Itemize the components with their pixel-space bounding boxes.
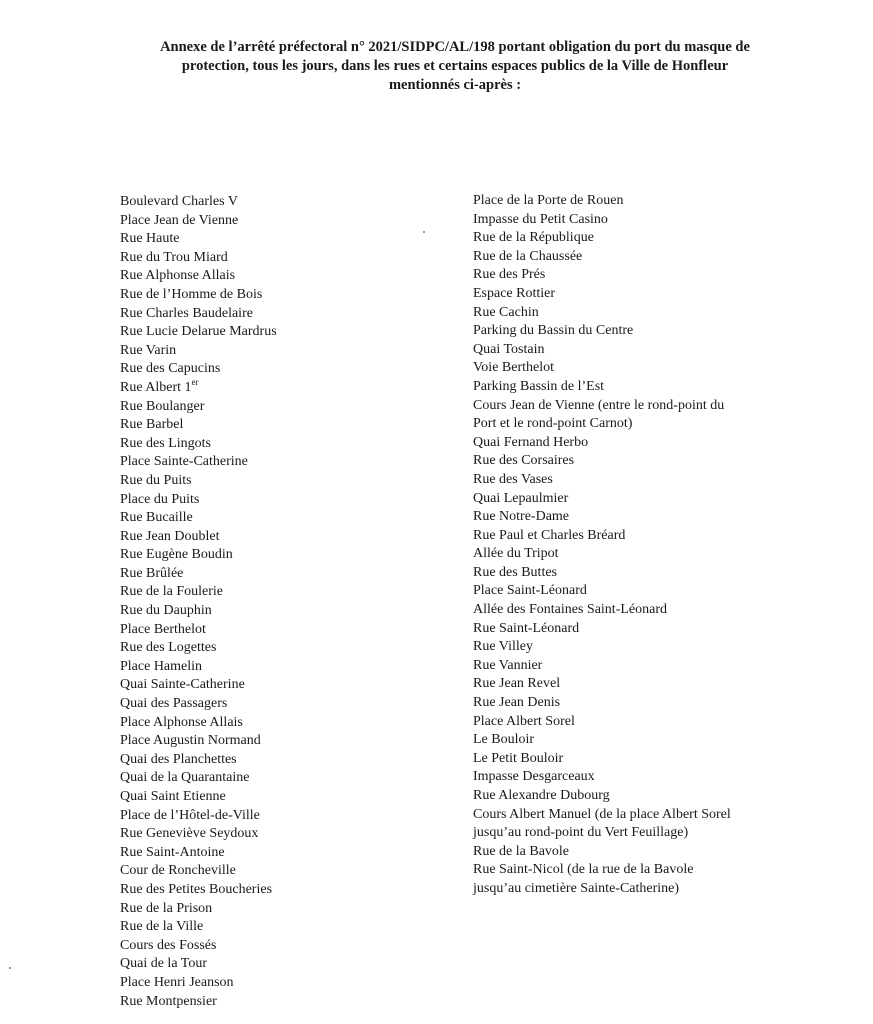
title-line: mentionnés ci-après : xyxy=(388,77,522,93)
street-item xyxy=(120,900,277,919)
street-name: Quai Saint Etienne xyxy=(120,789,226,804)
street-item xyxy=(120,212,277,231)
street-name: Rue Lucie Delarue Mardrus xyxy=(120,324,277,340)
street-name: Rue Bucaille xyxy=(120,510,193,526)
street-item xyxy=(473,285,731,304)
street-name: Rue des Vases xyxy=(473,471,553,487)
street-name: Place de la Porte de Rouen xyxy=(473,193,624,208)
street-name: Rue du Puits xyxy=(120,472,192,488)
street-item xyxy=(473,322,731,341)
scan-speck xyxy=(423,231,425,233)
street-item xyxy=(120,732,277,751)
street-name: Quai Fernand Herbo xyxy=(473,434,589,450)
street-name: Impasse du Petit Casino xyxy=(473,211,608,227)
street-name: Quai des Passagers xyxy=(120,696,228,712)
street-item xyxy=(473,694,731,713)
ordinal-superscript: er xyxy=(191,376,199,387)
street-name: Rue Alexandre Dubourg xyxy=(473,788,610,803)
street-name: Rue de la Bavole xyxy=(473,843,570,859)
street-item xyxy=(120,453,277,472)
street-item xyxy=(473,397,731,416)
street-item xyxy=(120,528,277,547)
street-name: Rue Jean Revel xyxy=(473,676,561,692)
street-name: Place Jean de Vienne xyxy=(120,212,239,228)
street-item xyxy=(120,862,277,881)
street-name: Place de l’Hôtel-de-Ville xyxy=(120,807,260,823)
street-name: Impasse Desgarceaux xyxy=(473,769,595,785)
street-item xyxy=(120,676,277,695)
document-title xyxy=(60,38,850,95)
street-item xyxy=(473,415,731,434)
street-item xyxy=(473,490,731,509)
street-name: Rue de la Prison xyxy=(120,900,213,916)
street-item xyxy=(473,787,731,806)
street-name: Cours Jean de Vienne (entre le rond-point du xyxy=(473,397,725,413)
street-name: Rue Eugène Boudin xyxy=(120,547,233,563)
street-name: Parking du Bassin du Centre xyxy=(473,323,634,339)
street-name: Espace Rottier xyxy=(473,285,556,301)
street-name: Rue Jean Denis xyxy=(473,695,561,711)
street-name: Allée des Fontaines Saint-Léonard xyxy=(473,602,668,618)
street-item xyxy=(473,638,731,657)
street-name: Rue Barbel xyxy=(120,417,184,433)
street-name: Quai Tostain xyxy=(473,341,545,357)
street-item xyxy=(120,565,277,584)
street-name: Place Sainte-Catherine xyxy=(120,454,248,470)
street-name: Rue Saint-Nicol (de la rue de la Bavole xyxy=(473,862,694,878)
street-item xyxy=(473,248,731,267)
street-item xyxy=(120,267,277,286)
street-item xyxy=(120,193,277,212)
street-name: Rue Jean Doublet xyxy=(120,528,220,544)
street-item xyxy=(120,416,277,435)
street-name: Rue de l’Homme de Bois xyxy=(120,286,263,302)
street-list-left xyxy=(120,193,277,1011)
street-name: Rue Saint-Léonard xyxy=(473,620,580,636)
street-name: Parking Bassin de l’Est xyxy=(473,378,605,394)
street-name: Allée du Tripot xyxy=(473,546,559,562)
street-name: Rue Varin xyxy=(120,342,177,358)
street-list-right xyxy=(473,192,731,899)
street-name: Quai de la Quarantaine xyxy=(120,770,250,786)
street-item xyxy=(473,359,731,378)
street-name: Place Henri Jeanson xyxy=(120,974,234,990)
street-item xyxy=(120,639,277,658)
street-name: Place Albert Sorel xyxy=(473,713,575,729)
street-item xyxy=(120,769,277,788)
street-item xyxy=(473,545,731,564)
street-name: Place Hamelin xyxy=(120,658,203,674)
street-item xyxy=(473,824,731,843)
street-item xyxy=(120,807,277,826)
street-item xyxy=(473,601,731,620)
street-name: Rue Geneviève Seydoux xyxy=(120,826,259,842)
street-item xyxy=(120,751,277,770)
street-name: Voie Berthelot xyxy=(473,360,555,376)
street-item xyxy=(473,620,731,639)
street-item xyxy=(120,881,277,900)
street-name: Rue de la Chaussée xyxy=(473,248,583,264)
street-item xyxy=(120,342,277,361)
street-name: Rue Vannier xyxy=(473,657,543,673)
street-item xyxy=(120,974,277,993)
street-name: Rue Charles Baudelaire xyxy=(120,305,253,321)
street-item xyxy=(120,323,277,342)
street-name: Rue des Logettes xyxy=(120,640,217,656)
street-item xyxy=(120,993,277,1012)
street-name: Rue des Lingots xyxy=(120,435,211,451)
street-item xyxy=(473,341,731,360)
street-name: Cours des Fossés xyxy=(120,937,217,953)
street-name: jusqu’au rond-point du Vert Feuillage) xyxy=(473,825,689,841)
street-name: Rue Paul et Charles Bréard xyxy=(473,527,626,543)
street-name: Rue de la Foulerie xyxy=(120,584,224,600)
street-item xyxy=(120,286,277,305)
street-item xyxy=(473,843,731,862)
street-name: Rue des Buttes xyxy=(473,564,557,580)
street-item xyxy=(473,527,731,546)
street-name: Cour de Roncheville xyxy=(120,863,236,879)
street-item xyxy=(473,304,731,323)
street-name: Place Alphonse Allais xyxy=(120,714,243,730)
street-item xyxy=(473,434,731,453)
street-name: Rue Cachin xyxy=(473,304,539,320)
street-name: Rue des Capucins xyxy=(120,361,221,377)
street-item xyxy=(120,825,277,844)
street-name: Rue Villey xyxy=(473,639,533,655)
street-name: Place Saint-Léonard xyxy=(473,583,587,599)
street-name: Place du Puits xyxy=(120,491,200,507)
street-name: Cours Albert Manuel (de la place Albert Sorel xyxy=(473,806,731,822)
street-item xyxy=(473,657,731,676)
scan-speck xyxy=(9,967,11,969)
street-name: Port et le rond-point Carnot) xyxy=(473,416,633,432)
street-item xyxy=(473,564,731,583)
street-item xyxy=(473,731,731,750)
street-name: Rue Montpensier xyxy=(120,993,217,1009)
street-item xyxy=(120,583,277,602)
street-item xyxy=(473,880,731,899)
street-item xyxy=(473,861,731,880)
street-name: Le Petit Bouloir xyxy=(473,750,564,766)
street-item xyxy=(120,305,277,324)
street-item xyxy=(120,937,277,956)
street-name: Rue de la Ville xyxy=(120,919,204,935)
street-item xyxy=(120,472,277,491)
street-name: jusqu’au cimetière Sainte-Catherine) xyxy=(473,880,680,896)
street-item xyxy=(473,229,731,248)
street-item xyxy=(120,398,277,417)
street-name: Boulevard Charles V xyxy=(120,194,238,209)
street-name: Quai Lepaulmier xyxy=(473,490,569,506)
street-name: Rue du Trou Miard xyxy=(120,249,228,265)
street-name: Quai des Planchettes xyxy=(120,751,237,767)
street-item xyxy=(120,955,277,974)
street-item xyxy=(120,491,277,510)
street-item xyxy=(120,249,277,268)
street-name: Quai de la Tour xyxy=(120,956,208,972)
street-item xyxy=(120,230,277,249)
street-item xyxy=(120,788,277,807)
street-item xyxy=(473,582,731,601)
street-item xyxy=(120,509,277,528)
street-name: Rue Brûlée xyxy=(120,565,184,581)
street-item xyxy=(473,192,731,211)
street-name: Rue des Corsaires xyxy=(473,453,575,469)
street-item xyxy=(120,621,277,640)
street-name: Rue du Dauphin xyxy=(120,603,212,619)
street-item xyxy=(120,435,277,454)
street-item xyxy=(473,750,731,769)
street-item xyxy=(473,768,731,787)
street-name: Rue Boulanger xyxy=(120,398,205,414)
street-name: Rue Haute xyxy=(120,231,180,247)
street-name: Rue Notre-Dame xyxy=(473,509,570,525)
street-item xyxy=(473,211,731,230)
street-name: Rue des Prés xyxy=(473,267,546,283)
street-item xyxy=(120,714,277,733)
street-item xyxy=(473,713,731,732)
street-name: Rue Alphonse Allais xyxy=(120,268,236,284)
street-name: Rue Saint-Antoine xyxy=(120,844,225,860)
street-name: Rue des Petites Boucheries xyxy=(120,881,273,897)
street-item xyxy=(473,266,731,285)
street-item xyxy=(473,675,731,694)
street-item xyxy=(473,806,731,825)
street-item xyxy=(120,658,277,677)
street-name: Quai Sainte-Catherine xyxy=(120,677,245,693)
street-item xyxy=(473,471,731,490)
street-item xyxy=(120,602,277,621)
street-item xyxy=(120,695,277,714)
street-name: Rue de la République xyxy=(473,230,594,246)
street-item xyxy=(120,918,277,937)
street-item xyxy=(473,378,731,397)
street-item xyxy=(473,452,731,471)
street-name: Place Berthelot xyxy=(120,621,206,637)
title-line: Annexe de l’arrêté préfectoral n° 2021/SIDPC/AL/198 portant obligation du port du masque de xyxy=(160,39,750,55)
street-item xyxy=(120,546,277,565)
title-line: protection, tous les jours, dans les rues et certains espaces publics de la Ville de Honfleur xyxy=(181,58,729,74)
street-item xyxy=(473,508,731,527)
street-name: Rue Albert 1 xyxy=(120,379,192,395)
street-name: Place Augustin Normand xyxy=(120,733,261,749)
street-name: Le Bouloir xyxy=(473,732,535,748)
street-item xyxy=(120,376,277,398)
street-item xyxy=(120,844,277,863)
